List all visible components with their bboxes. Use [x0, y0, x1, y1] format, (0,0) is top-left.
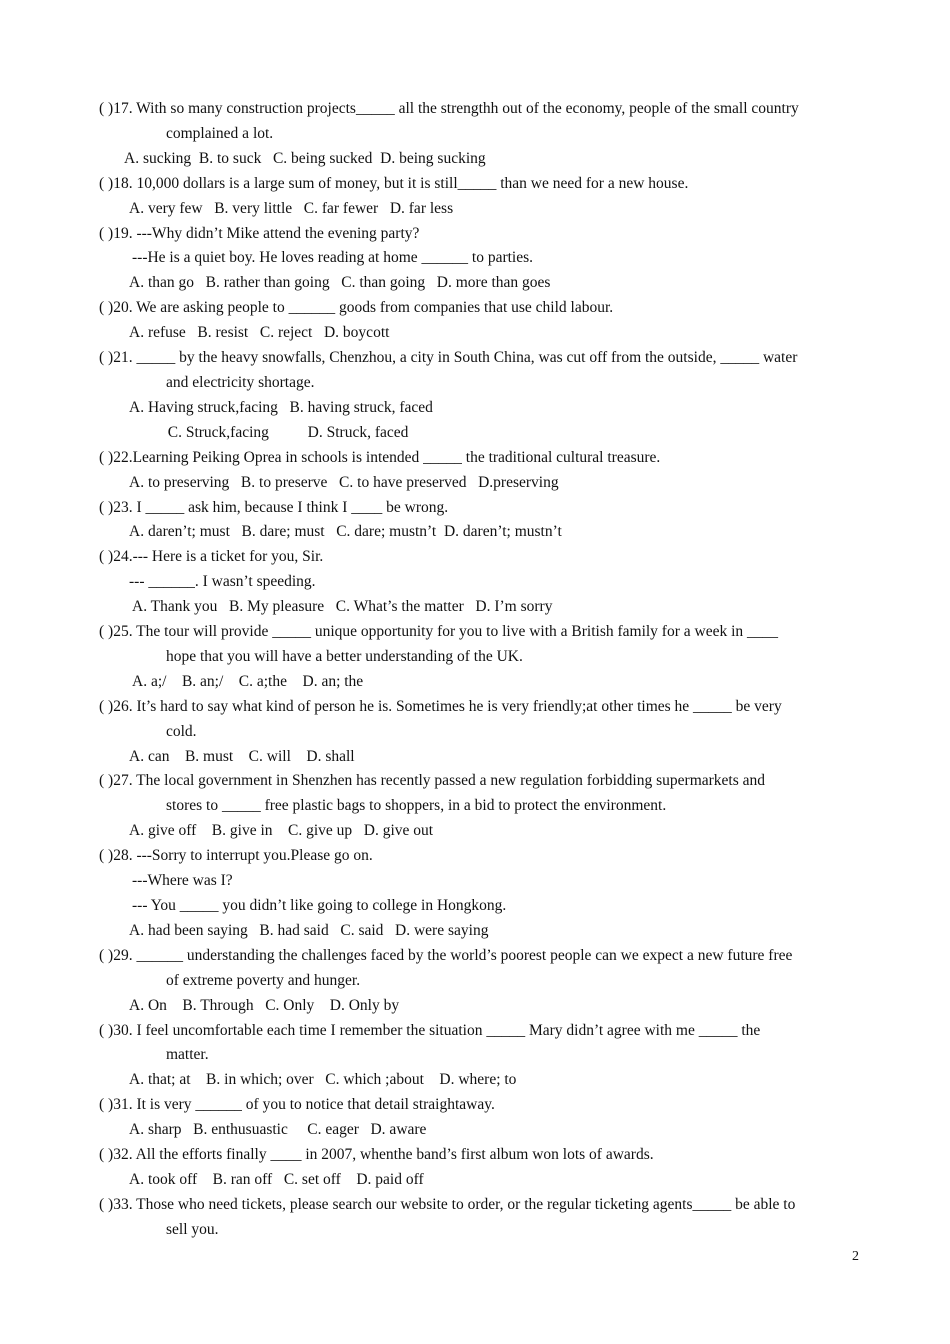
dialogue-line: ---He is a quiet boy. He loves reading at home ______ to parties. — [132, 249, 534, 267]
answer-options: A. On B. Through C. Only D. Only by — [129, 996, 400, 1014]
question-stem: ( )18. 10,000 dollars is a large sum of money, but it is still_____ than we need for a new house. — [99, 174, 689, 192]
exam-page — [99, 97, 859, 1243]
question-stem-continued: complained a lot. — [166, 124, 274, 142]
question-stem: ( )21. _____ by the heavy snowfalls, Chenzhou, a city in South China, was cut off from the outside, _____ water — [99, 349, 798, 367]
question-stem-continued: hope that you will have a better understanding of the UK. — [166, 647, 523, 665]
answer-options: A. took off B. ran off C. set off D. paid off — [129, 1170, 424, 1188]
question-stem: ( )31. It is very ______ of you to notice that detail straightaway. — [99, 1096, 495, 1114]
answer-options: A. than go B. rather than going C. than going D. more than goes — [129, 274, 551, 292]
question-25 — [99, 620, 859, 670]
answer-options: A. sucking B. to suck C. being sucked D. being sucking — [124, 149, 486, 167]
question-stem: ( )29. ______ understanding the challenges faced by the world’s poorest people can we expect a new future free — [99, 946, 793, 964]
question-stem-continued: stores to _____ free plastic bags to shoppers, in a bid to protect the environment. — [166, 797, 667, 815]
answer-options: A. can B. must C. will D. shall — [129, 747, 355, 765]
question-stem-continued: sell you. — [166, 1220, 219, 1238]
question-18 — [99, 172, 859, 197]
page-number: 2 — [852, 1249, 859, 1264]
question-stem: ( )27. The local government in Shenzhen has recently passed a new regulation forbidding supermarkets and — [99, 772, 766, 790]
question-stem: ( )23. I _____ ask him, because I think I ____ be wrong. — [99, 498, 449, 516]
question-stem: ( )25. The tour will provide _____ unique opportunity for you to live with a British family for a week in ____ — [99, 623, 779, 641]
question-stem-continued: cold. — [166, 722, 197, 740]
question-33 — [99, 1193, 859, 1243]
answer-options: A. Thank you B. My pleasure C. What’s the matter D. I’m sorry — [129, 598, 553, 616]
answer-options: A. daren’t; must B. dare; must C. dare; mustn’t D. daren’t; mustn’t — [129, 523, 562, 541]
question-stem: ( )32. All the efforts finally ____ in 2007, whenthe band’s first album won lots of awards. — [99, 1146, 654, 1164]
dialogue-line: --- ______. I wasn’t speeding. — [129, 573, 316, 591]
question-29 — [99, 944, 859, 994]
answer-options: A. that; at B. in which; over C. which ;about D. where; to — [129, 1071, 517, 1089]
answer-options: A. refuse B. resist C. reject D. boycott — [129, 324, 390, 342]
question-stem: ( )22.Learning Peiking Oprea in schools is intended _____ the traditional cultural treasure. — [99, 448, 661, 466]
answer-options: A. very few B. very little C. far fewer D. far less — [129, 199, 454, 217]
answer-options: C. Struck,facing D. Struck, faced — [129, 423, 409, 441]
question-32 — [99, 1143, 859, 1168]
question-stem-continued: of extreme poverty and hunger. — [166, 971, 361, 989]
dialogue-line: ---Where was I? — [132, 872, 233, 890]
answer-options: A. a;/ B. an;/ C. a;the D. an; the — [129, 672, 364, 690]
question-stem-continued: matter. — [166, 1046, 209, 1064]
question-27 — [99, 769, 859, 819]
question-stem: ( )33. Those who need tickets, please search our website to order, or the regular ticketing agents_____ be able to — [99, 1195, 796, 1213]
question-19 — [99, 222, 859, 247]
question-stem: ( )28. ---Sorry to interrupt you.Please go on. — [99, 847, 373, 865]
answer-options: A. had been saying B. had said C. said D. were saying — [129, 921, 489, 939]
question-stem: ( )20. We are asking people to ______ goods from companies that use child labour. — [99, 299, 614, 317]
answer-options: A. sharp B. enthusuastic C. eager D. aware — [129, 1121, 427, 1139]
question-stem: ( )24.--- Here is a ticket for you, Sir. — [99, 548, 324, 566]
question-21 — [99, 346, 859, 396]
question-stem: ( )26. It’s hard to say what kind of person he is. Sometimes he is very friendly;at other times he _____ be very — [99, 697, 782, 715]
question-24 — [99, 545, 859, 570]
question-30 — [99, 1019, 859, 1069]
question-stem-continued: and electricity shortage. — [166, 373, 315, 391]
answer-options: A. Having struck,facing B. having struck, faced — [129, 398, 433, 416]
answer-options: A. give off B. give in C. give up D. give out — [129, 822, 434, 840]
question-stem: ( )17. With so many construction projects_____ all the strengthh out of the economy, people of the small country — [99, 100, 799, 117]
question-22 — [99, 446, 859, 471]
question-17 — [99, 97, 859, 147]
question-26 — [99, 695, 859, 745]
question-28 — [99, 844, 859, 869]
question-stem: ( )19. ---Why didn’t Mike attend the evening party? — [99, 224, 420, 242]
dialogue-line: --- You _____ you didn’t like going to college in Hongkong. — [132, 897, 507, 914]
question-31 — [99, 1093, 859, 1118]
question-23 — [99, 496, 859, 521]
question-20 — [99, 296, 859, 321]
answer-options: A. to preserving B. to preserve C. to have preserved D.preserving — [129, 473, 559, 491]
question-stem: ( )30. I feel uncomfortable each time I remember the situation _____ Mary didn’t agree with me _____ the — [99, 1021, 761, 1039]
